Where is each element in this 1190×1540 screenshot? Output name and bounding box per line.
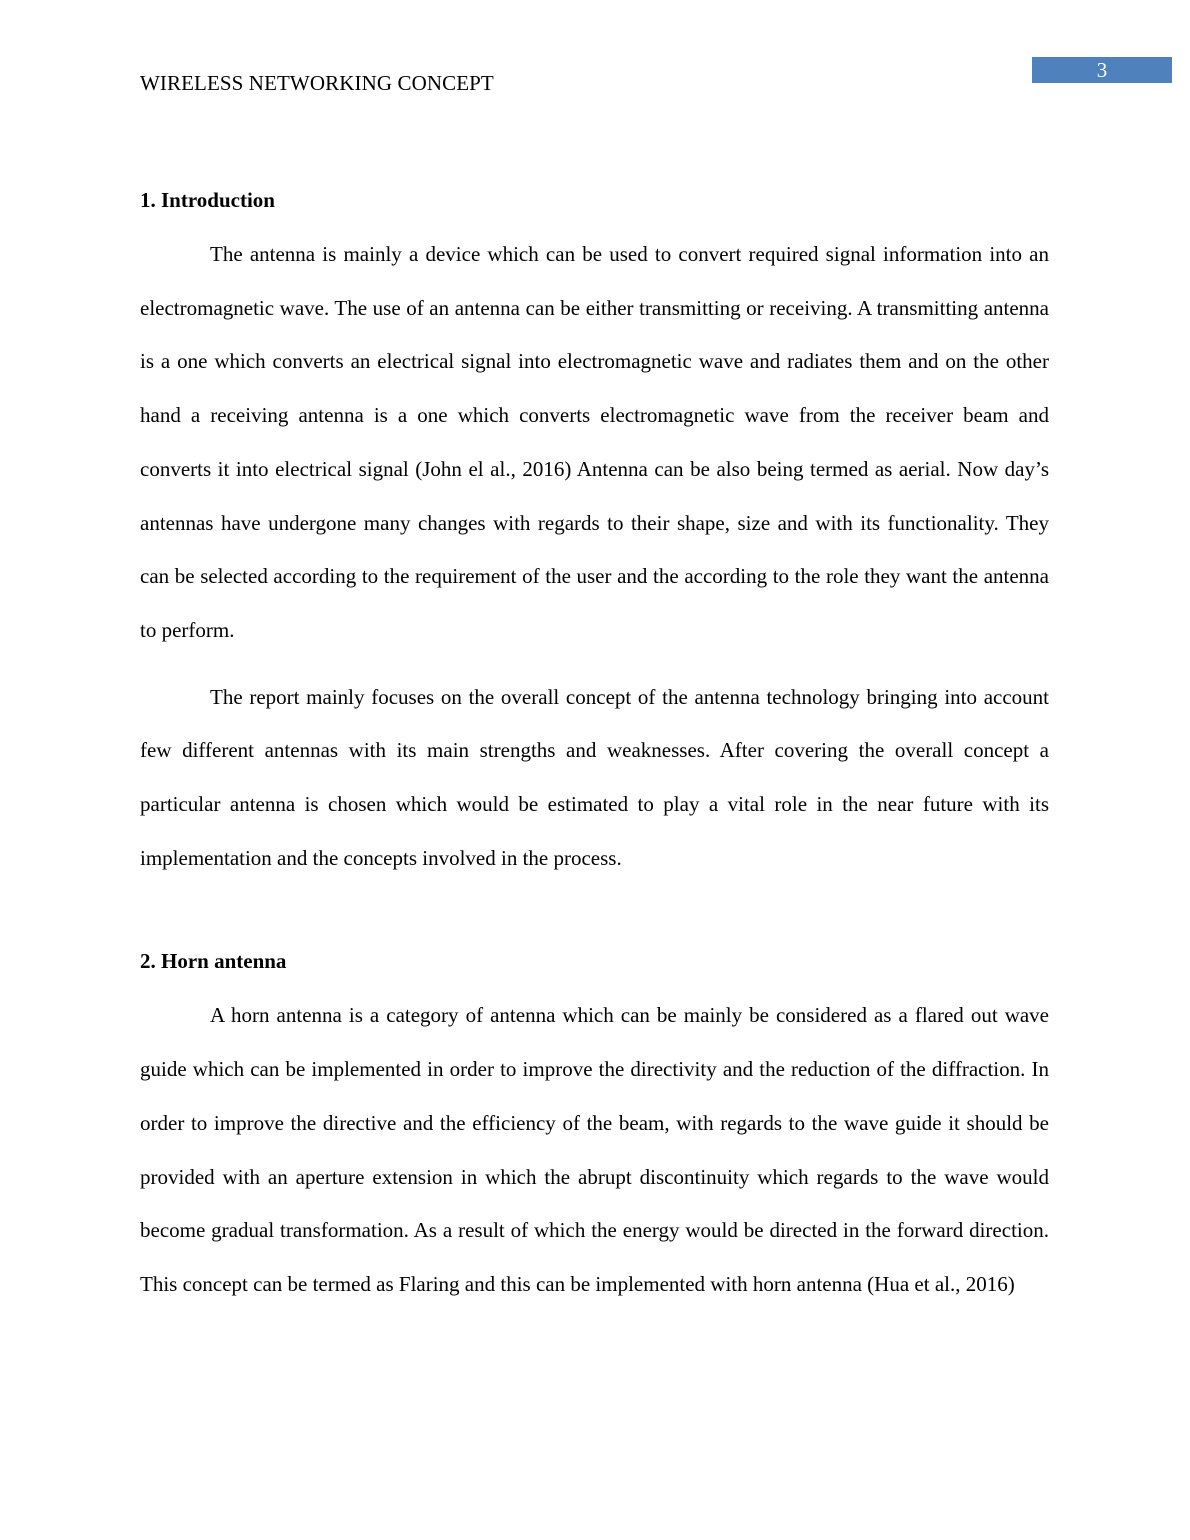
section-heading-horn-antenna: 2. Horn antenna (140, 949, 287, 974)
page-number: 3 (1032, 57, 1172, 83)
document-body (140, 186, 1049, 1312)
section-heading-introduction: 1. Introduction (140, 188, 275, 212)
running-head: WIRELESS NETWORKING CONCEPT (140, 71, 494, 95)
horn-antenna-paragraph-1: A horn antenna is a category of antenna which can be mainly be considered as a flared out wave guide which can be implemented in order to improve the directivity and the reduction of the diffraction. In order to improve the directive and the efficiency of the beam, with regards to the wave guide it should be provided with an aperture extension in which the abrupt discontinuity which regards to the wave would become gradual transformation. As a result of which the energy would be directed in the forward direction. This concept can be termed as Flaring and this can be implemented with horn antenna (Hua et al., 2016) (140, 1003, 1049, 1296)
intro-paragraph-2: The report mainly focuses on the overall concept of the antenna technology bringing into account few different antennas with its main strengths and weaknesses. After covering the overall concept a particular antenna is chosen which would be estimated to play a vital role in the near future with its implementation and the concepts involved in the process. (140, 684, 1049, 870)
intro-paragraph-1: The antenna is mainly a device which can be used to convert required signal information into an electromagnetic wave. The use of an antenna can be either transmitting or receiving. A transmitting antenna is a one which converts an electrical signal into electromagnetic wave and radiates them and on the other hand a receiving antenna is a one which converts electromagnetic wave from the receiver beam and converts it into electrical signal (John el al., 2016) Antenna can be also being termed as aerial. Now day’s antennas have undergone many changes with regards to their shape, size and with its functionality. They can be selected according to the requirement of the user and the according to the role they want the antenna to perform. (140, 242, 1049, 642)
